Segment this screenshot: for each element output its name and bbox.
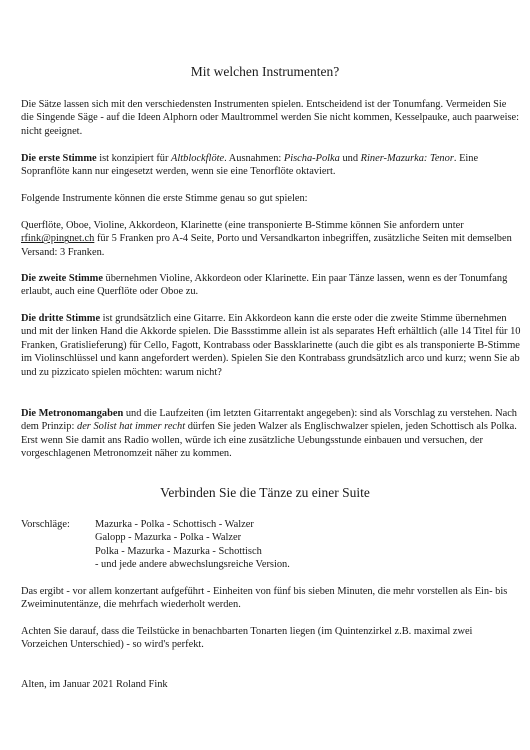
instruments-intro: Folgende Instrumente können die erste Stimme genau so gut spielen: xyxy=(21,193,308,204)
instruments-text-2: für 5 Franken pro A-4 Seite, Porto und Versandkarton inbegriffen, zusätzliche Seiten mit demselben Versand: 3 Franken. xyxy=(21,233,512,258)
second-voice-text: übernehmen Violine, Akkordeon oder Klarinette. Ein paar Tänze lassen, wenn es der Tonumfang erlaubt, auch eine Querflöte oder Oboe zu. xyxy=(21,273,508,298)
email-link[interactable]: rfink@pingnet.ch xyxy=(21,233,95,245)
title-pischa-polka: Pischa-Polka xyxy=(283,153,340,164)
second-voice-paragraph xyxy=(21,272,521,299)
suggestion-item: Polka - Mazurka - Mazurka - Schottisch xyxy=(95,545,262,557)
instruments-text-1: Querflöte, Oboe, Violine, Akkordeon, Klarinette (eine transponierte B-Stimme können Sie anfordern unter xyxy=(21,220,464,231)
third-voice-paragraph xyxy=(21,312,521,379)
instrument-alto-recorder: Altblockflöte xyxy=(171,153,225,164)
title-riner-mazurka: Riner-Mazurka: Tenor xyxy=(360,153,454,164)
section-title-suite: Verbinden Sie die Tänze zu einer Suite xyxy=(160,485,370,500)
suggestion-item: - und jede andere abwechslungsreiche Version. xyxy=(95,559,290,571)
metronome-text-2: dürfen Sie jeden Walzer als Englischwalzer spielen, jeden Schottisch als Polka. Erst wenn Sie damit ans Radio wollen, würde ich eine zusätzliche Uebungsstunde einbauen und versuchen, der vorgeschlagenen Metronomzeit näher zu kommen. xyxy=(21,421,517,460)
third-voice-heading: Die dritte Stimme xyxy=(21,313,101,324)
soloist-principle: der Solist hat immer recht xyxy=(77,421,186,433)
first-voice-text-1: ist konzipiert für xyxy=(96,153,172,164)
second-voice-heading: Die zweite Stimme xyxy=(21,273,103,284)
third-voice-text: ist grundsätzlich eine Gitarre. Ein Akkordeon kann die erste oder die zweite Stimme übernehmen und mit der linken Hand die Akkorde spielen. Die Bassstimme allein ist als separates Heft erhältlich (alle 14 Titel für 10 Franken, Gratislieferung) für Cello, Fagott, Kontrabass oder Bassklarinette (auch die gibt es als transponierte B-Stimme im Violinschlüssel und kann angefordert werden). Spielen Sie den Kontrabass grundsätzlich arco und kurz; wenn Sie ab und zu pizzicato spielen möchten: warum nicht? xyxy=(21,313,521,378)
suggestion-item: Mazurka - Polka - Schottisch - Walzer xyxy=(95,519,254,530)
suite-paragraph-2: Achten Sie darauf, dass die Teilstücke in benachbarten Tonarten liegen (im Quintenzirkel z.B. maximal zwei Vorzeichen Unterschied) - so wird's perfekt. xyxy=(21,626,473,651)
intro-paragraph: Die Sätze lassen sich mit den verschiedensten Instrumenten spielen. Entscheidend ist der Tonumfang. Vermeiden Sie die Singende Säge - auf die Ideen Alphorn oder Maultrommel werden Sie nicht kommen, Kesselpauke, auch paarweise: nicht geeignet. xyxy=(21,99,520,137)
first-voice-heading: Die erste Stimme xyxy=(21,153,97,164)
suggestions-label: Vorschläge: xyxy=(21,519,70,530)
first-voice-text-3: und xyxy=(339,153,361,164)
signature-line: Alten, im Januar 2021 Roland Fink xyxy=(21,679,168,690)
metronome-heading: Die Metronomangaben xyxy=(21,408,124,419)
section-title-instruments: Mit welchen Instrumenten? xyxy=(190,64,340,79)
first-voice-text-4: . Eine Sopranflöte kann nur eingesetzt werden, wenn sie eine Tenorflöte oktaviert. xyxy=(21,153,479,178)
metronome-text-1: und die Laufzeiten (im letzten Gitarrentakt angegeben): sind als Vorschlag zu verstehen. Nach dem Prinzip: xyxy=(21,408,518,433)
first-voice-text-2: . Ausnahmen: xyxy=(224,153,284,164)
suggestions-list xyxy=(95,518,290,572)
instruments-paragraph xyxy=(21,219,521,259)
first-voice-paragraph xyxy=(21,152,521,179)
metronome-paragraph xyxy=(21,407,521,461)
suite-paragraph-1: Das ergibt - vor allem konzertant aufgeführt - Einheiten von fünf bis sieben Minuten, die mehr vorstellen als Ein- bis Zweiminutentänze, die mehrfach wiederholt werden. xyxy=(21,586,508,611)
suggestion-item: Galopp - Mazurka - Polka - Walzer xyxy=(95,532,242,544)
